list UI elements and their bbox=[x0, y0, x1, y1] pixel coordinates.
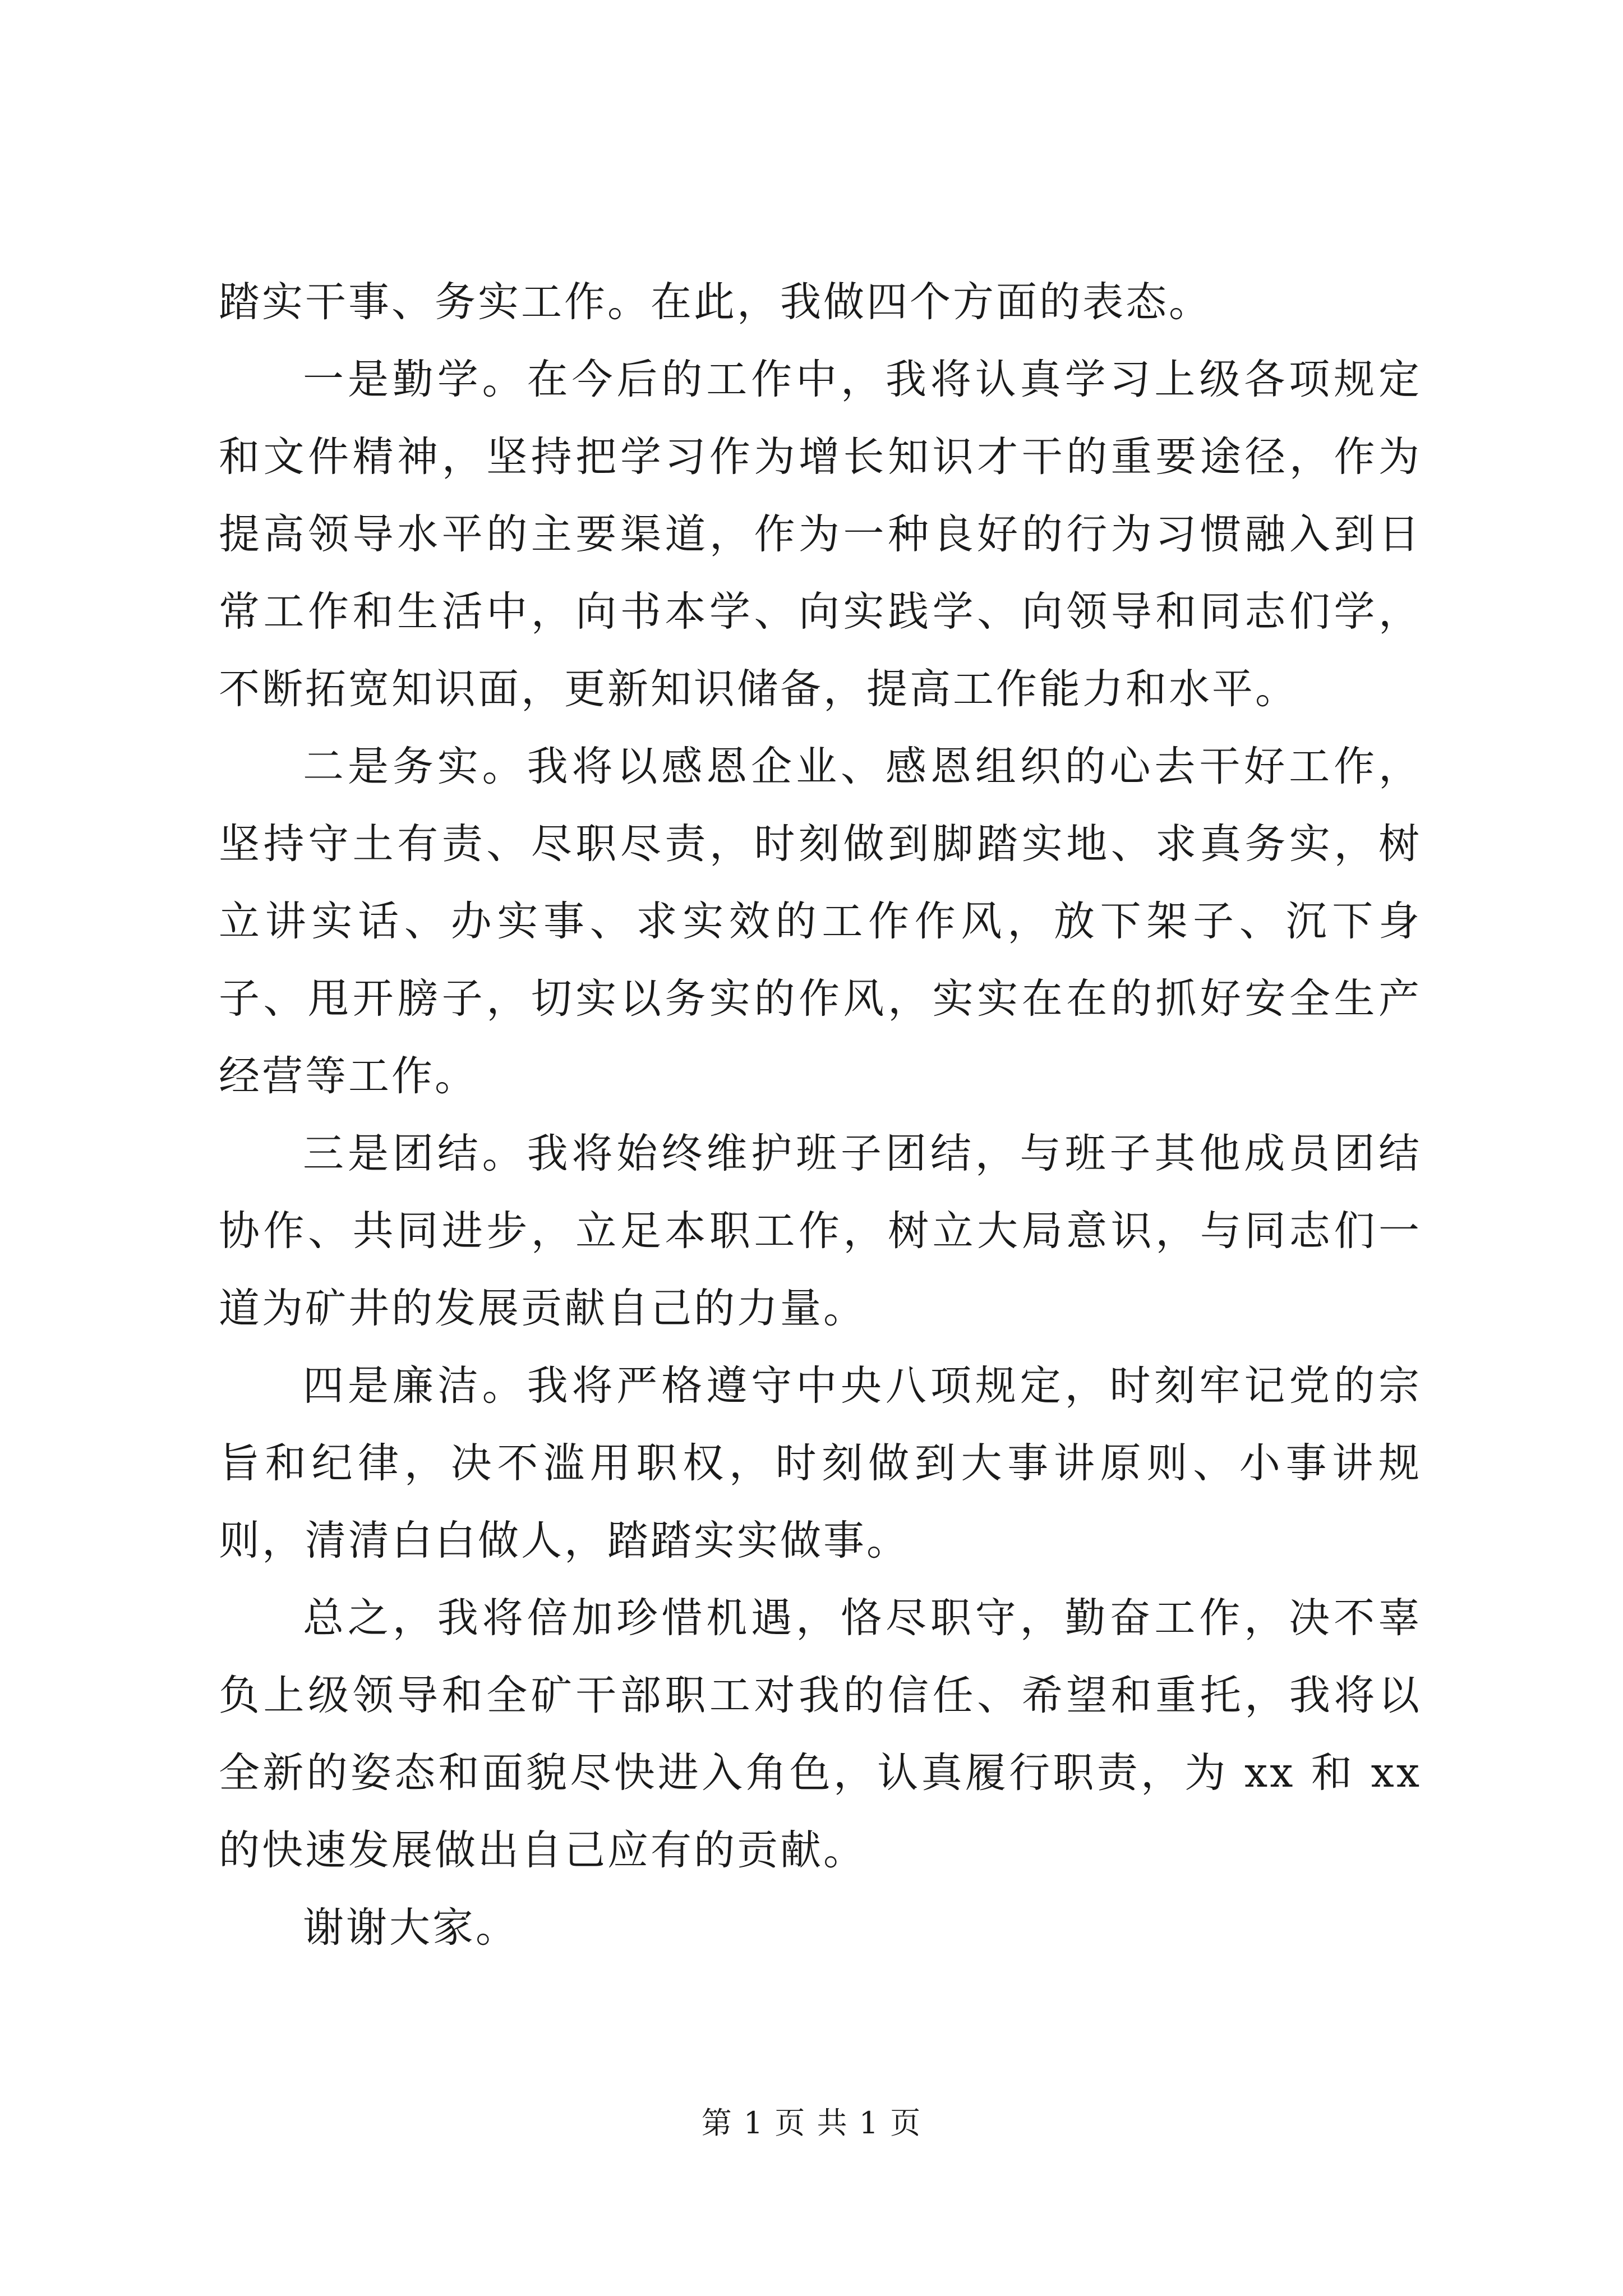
paragraph-conclusion: 总之，我将倍加珍惜机遇，恪尽职守，勤奋工作，决不辜负上级领导和全矿干部职工对我的信任、希望和重托，我将以全新的姿态和面貌尽快进入角色，认真履行职责，为 xx 和 xx 的快速发展做出自己应有的贡献。 bbox=[219, 1594, 1422, 1874]
document-body bbox=[219, 264, 1422, 1967]
paragraph-intro-statement: 踏实干事、务实工作。在此，我做四个方面的表态。 bbox=[219, 278, 1212, 326]
page-number-footer: 第 1 页 共 1 页 bbox=[701, 2105, 922, 2141]
paragraph-pragmatic-work: 二是务实。我将以感恩企业、感恩组织的心去干好工作，坚持守土有责、尽职尽责，时刻做到脚踏实地、求真务实，树立讲实话、办实事、求实效的工作作风，放下架子、沉下身子、甩开膀子，切实以务实的作风，实实在在的抓好安全生产经营等工作。 bbox=[219, 743, 1422, 1100]
paragraph-thanks: 谢谢大家。 bbox=[303, 1904, 519, 1952]
paragraph-unity: 三是团结。我将始终维护班子团结，与班子其他成员团结协作、共同进步，立足本职工作，树立大局意识，与同志们一道为矿井的发展贡献自己的力量。 bbox=[219, 1130, 1422, 1332]
paragraph-diligent-study: 一是勤学。在今后的工作中，我将认真学习上级各项规定和文件精神，坚持把学习作为增长知识才干的重要途径，作为提高领导水平的主要渠道，作为一种良好的行为习惯融入到日常工作和生活中，向书本学、向实践学、向领导和同志们学，不断拓宽知识面，更新知识储备，提高工作能力和水平。 bbox=[219, 356, 1422, 713]
paragraph-integrity: 四是廉洁。我将严格遵守中央八项规定，时刻牢记党的宗旨和纪律，决不滥用职权，时刻做到大事讲原则、小事讲规则，清清白白做人，踏踏实实做事。 bbox=[219, 1362, 1422, 1565]
